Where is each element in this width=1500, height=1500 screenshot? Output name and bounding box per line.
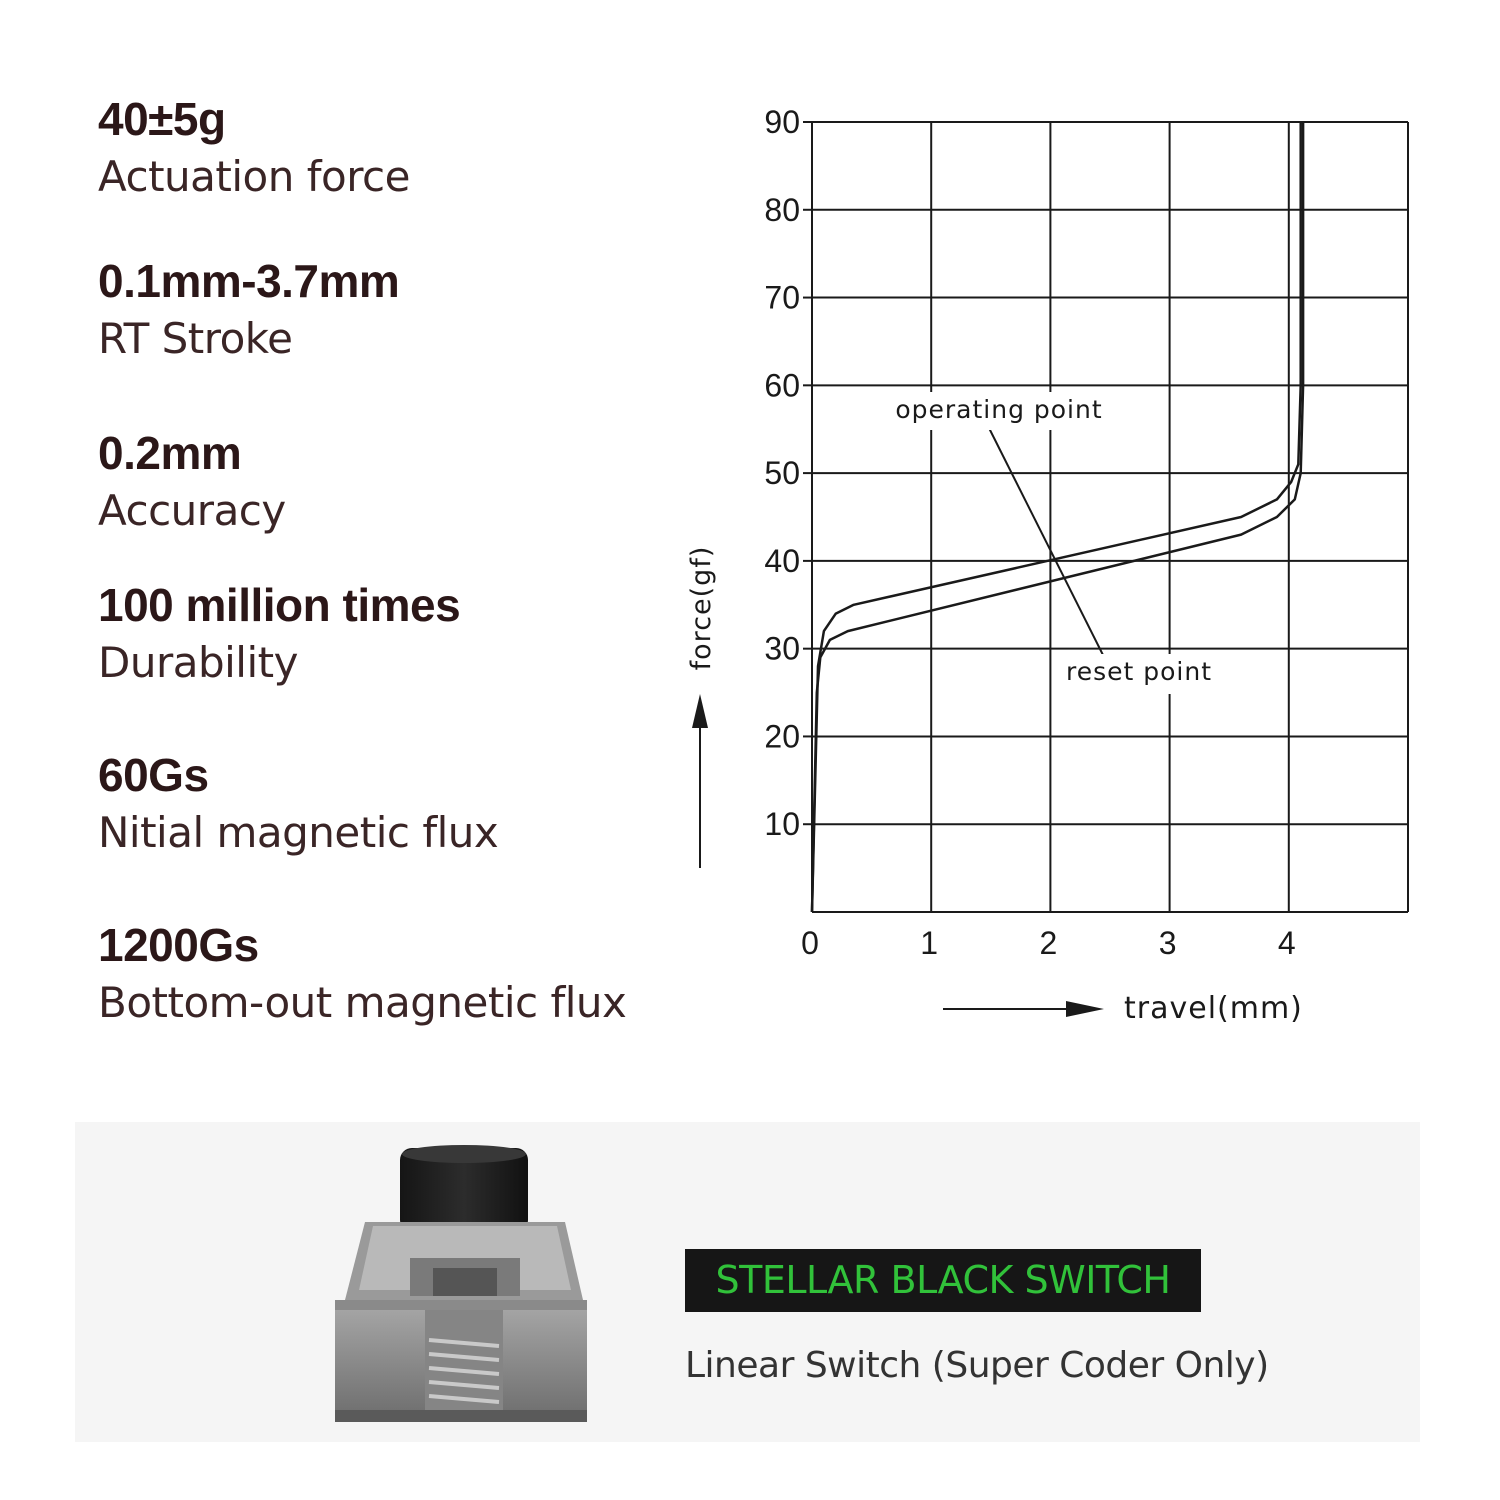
x-axis-arrowhead xyxy=(1066,1001,1104,1017)
annotation-leader-line xyxy=(985,420,1103,655)
product-subtitle: Linear Switch (Super Coder Only) xyxy=(685,1345,1269,1386)
switch-icon xyxy=(325,1140,605,1430)
spec-value: 40±5g xyxy=(98,93,226,145)
spec-label: Actuation force xyxy=(98,152,410,201)
spec-value: 100 million times xyxy=(98,579,461,631)
product-name-badge xyxy=(685,1249,1201,1312)
spec-label: Accuracy xyxy=(98,486,286,535)
product-name: STELLAR BLACK SWITCH xyxy=(715,1258,1171,1302)
spec-label: Bottom-out magnetic flux xyxy=(98,978,627,1027)
y-tick-label: 20 xyxy=(764,718,800,755)
y-tick-label: 70 xyxy=(764,279,800,316)
y-tick-label: 30 xyxy=(764,630,800,667)
x-tick-label: 3 xyxy=(1158,925,1177,961)
x-tick-label: 0 xyxy=(801,925,819,961)
y-tick-label: 40 xyxy=(764,542,800,579)
spec-value: 1200Gs xyxy=(98,919,259,971)
y-tick-label: 80 xyxy=(764,191,800,228)
y-tick-label: 60 xyxy=(764,367,800,404)
annotation-label: reset point xyxy=(1065,657,1213,686)
annotation-label: operating point xyxy=(895,395,1103,424)
spec-value: 0.2mm xyxy=(98,427,242,479)
x-tick-label: 2 xyxy=(1039,925,1058,961)
spec-value: 60Gs xyxy=(98,749,209,801)
x-axis-label: travel(mm) xyxy=(1124,991,1303,1026)
spec-label: RT Stroke xyxy=(98,314,293,363)
series-line-2 xyxy=(812,122,1303,912)
x-tick-label: 1 xyxy=(920,925,939,961)
y-axis-label: force(gf) xyxy=(686,545,717,671)
spec-label: Nitial magnetic flux xyxy=(98,808,499,857)
y-axis-arrowhead xyxy=(692,694,708,728)
y-tick-label: 50 xyxy=(764,455,800,492)
spec-label: Durability xyxy=(98,638,298,687)
y-tick-label: 10 xyxy=(764,806,800,843)
y-tick-label: 90 xyxy=(764,104,800,140)
x-tick-label: 4 xyxy=(1277,925,1296,961)
spec-value: 0.1mm-3.7mm xyxy=(98,255,400,307)
series-line-1 xyxy=(812,122,1301,912)
